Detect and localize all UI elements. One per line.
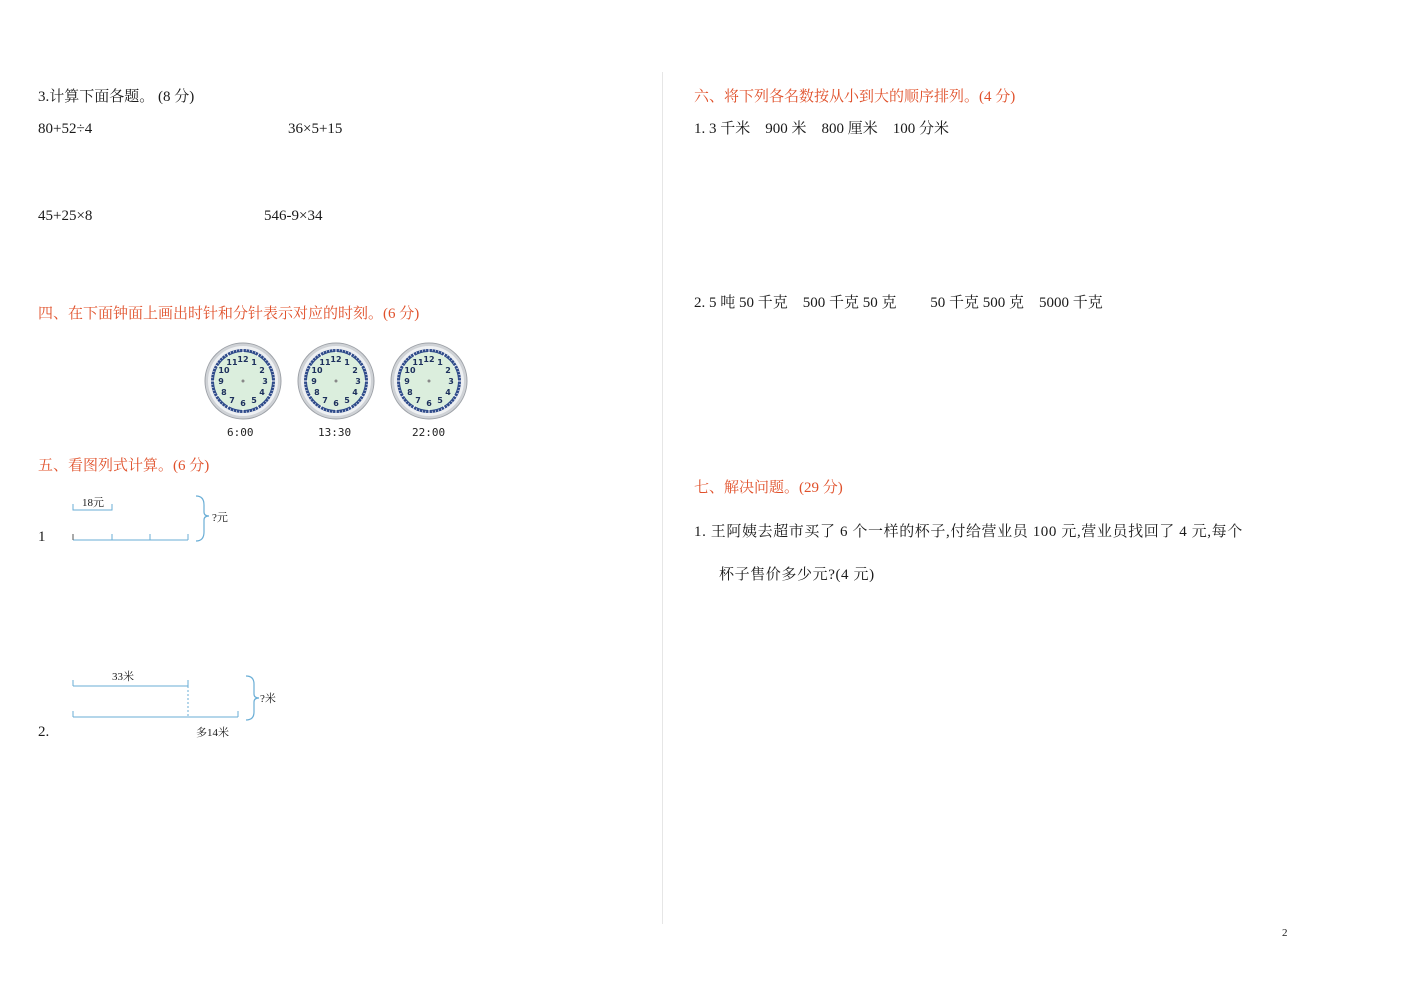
clock-number: 8 xyxy=(407,388,413,397)
clock-center xyxy=(428,380,431,383)
clock-face[interactable] xyxy=(204,342,282,420)
part-label: 18元 xyxy=(82,497,104,509)
q7-problem-line-1: 1. 王阿姨去超市买了 6 个一样的杯子,付给营业员 100 元,营业员找回了 4 元,每个 xyxy=(694,524,1243,540)
clock-number: 11 xyxy=(226,357,238,367)
q6-line-1: 1. 3 千米 900 米 800 厘米 100 分米 xyxy=(694,121,950,137)
item-number: 2. xyxy=(38,724,50,740)
clock-face[interactable] xyxy=(390,342,468,420)
expr-1: 80+52÷4 xyxy=(38,121,93,137)
clock-number: 2 xyxy=(445,366,451,375)
q7-problem-line-2: 杯子售价多少元?(4 元) xyxy=(719,567,875,583)
clock-number: 11 xyxy=(412,357,424,367)
clock-number: 12 xyxy=(330,355,342,364)
clock-number: 12 xyxy=(237,355,249,364)
difference-label: 多14米 xyxy=(196,727,229,739)
clock-number: 5 xyxy=(344,396,350,406)
clock-center xyxy=(335,380,338,383)
total-brace xyxy=(196,496,209,541)
clock-label: 6:00 xyxy=(227,426,254,439)
clock-number: 1 xyxy=(344,357,350,367)
clock-number: 6 xyxy=(240,399,246,408)
expr-4: 546-9×34 xyxy=(264,208,323,224)
clock-number: 4 xyxy=(352,388,358,397)
q3-title: 3.计算下面各题。 (8 分) xyxy=(38,89,195,105)
clock-number: 7 xyxy=(229,396,235,406)
clock-number: 1 xyxy=(251,357,257,367)
clock-number: 9 xyxy=(218,377,224,386)
clock-number: 11 xyxy=(319,357,331,367)
clock-number: 10 xyxy=(404,366,416,375)
q6-line-2: 2. 5 吨 50 千克 500 千克 50 克 50 千克 500 克 5000 千克 xyxy=(694,295,1103,311)
clock-label: 22:00 xyxy=(412,426,446,439)
clock-center xyxy=(242,380,245,383)
clock-number: 6 xyxy=(426,399,432,408)
clock-number: 1 xyxy=(437,357,443,367)
q4-title: 四、在下面钟面上画出时针和分针表示对应的时刻。(6 分) xyxy=(38,306,420,322)
clock-number: 9 xyxy=(311,377,317,386)
column-divider xyxy=(662,72,663,924)
q5-title: 五、看图列式计算。(6 分) xyxy=(38,458,210,474)
clock-number: 2 xyxy=(259,366,265,375)
expr-3: 45+25×8 xyxy=(38,208,93,224)
page-number: 2 xyxy=(1282,927,1288,939)
clock-number: 10 xyxy=(218,366,230,375)
item-number: 1 xyxy=(38,529,46,545)
clock-number: 10 xyxy=(311,366,323,375)
clock-number: 3 xyxy=(262,377,268,386)
clock-face[interactable] xyxy=(297,342,375,420)
clock-number: 7 xyxy=(415,396,421,406)
clock-number: 4 xyxy=(445,388,451,397)
clock-number: 12 xyxy=(423,355,435,364)
expr-2: 36×5+15 xyxy=(288,121,343,137)
clock-number: 8 xyxy=(314,388,320,397)
clock-number: 4 xyxy=(259,388,265,397)
clock-number: 9 xyxy=(404,377,410,386)
clock-label: 13:30 xyxy=(318,426,352,439)
total-label: ?米 xyxy=(260,693,276,705)
total-label: ?元 xyxy=(212,512,228,524)
clock-number: 3 xyxy=(355,377,361,386)
line-segment-diagram-2 xyxy=(70,670,290,730)
total-brace xyxy=(246,676,259,720)
clock-number: 2 xyxy=(352,366,358,375)
clock-number: 7 xyxy=(322,396,328,406)
clock-number: 6 xyxy=(333,399,339,408)
clock-number: 3 xyxy=(448,377,454,386)
q6-title: 六、将下列各名数按从小到大的顺序排列。(4 分) xyxy=(694,89,1016,105)
segment-label: 33米 xyxy=(112,671,134,683)
clock-number: 5 xyxy=(251,396,257,406)
clock-number: 5 xyxy=(437,396,443,406)
q7-title: 七、解决问题。(29 分) xyxy=(694,480,843,496)
clock-number: 8 xyxy=(221,388,227,397)
